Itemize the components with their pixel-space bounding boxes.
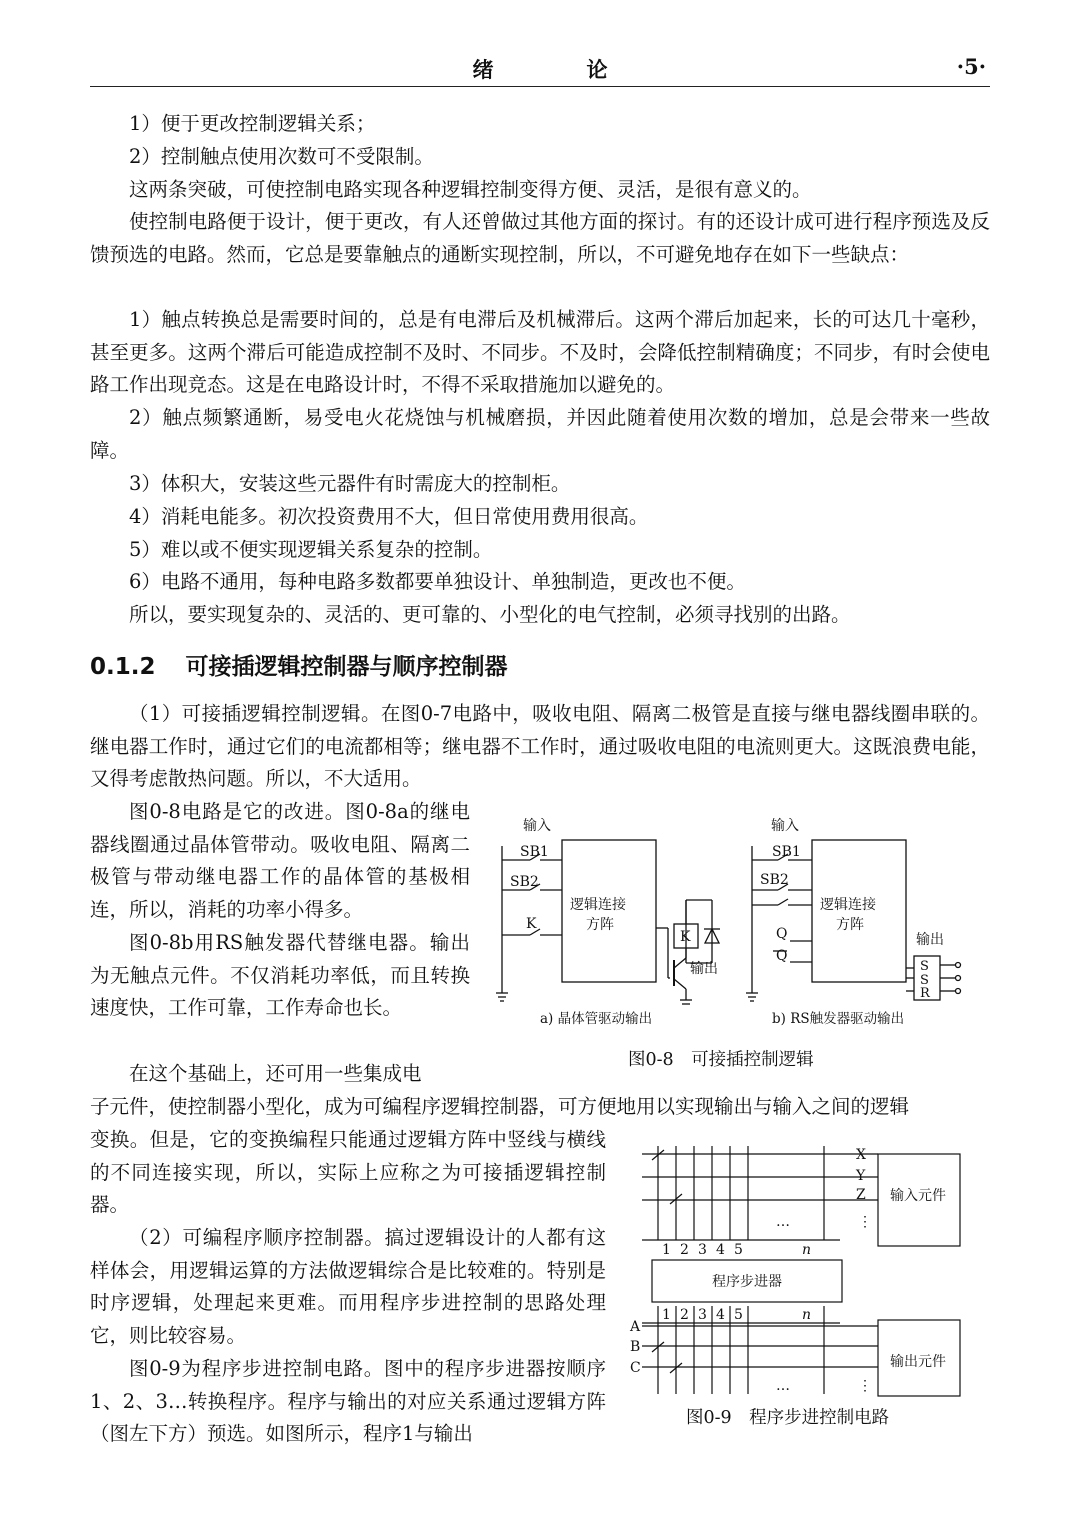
fig09-output-b: B [630, 1339, 641, 1355]
paragraph: 2）控制触点使用次数可不受限制。 [129, 145, 434, 168]
paragraph: 使控制电路便于设计，便于更改，有人还曾做过其他方面的探讨。有的还设计成可进行程序预选及反馈预选的电路。然而，它总是要靠触点的通断实现控制，所以，不可避免地存在如下一些缺点： [90, 210, 990, 266]
running-header [90, 50, 990, 87]
fig09-step: 5 [734, 1242, 743, 1258]
fig09-step: 2 [680, 1307, 689, 1323]
fig09-input-z: Z [856, 1187, 866, 1203]
paragraph: 变换。但是，它的变换编程只能通过逻辑方阵中竖线与横线的不同连接实现，所以，实际上应称之为可接插逻辑控制器。 [90, 1128, 606, 1217]
figure-0-9-caption: 图0-9 程序步进控制电路 [686, 1408, 890, 1428]
paragraph: 图0-8b用RS触发器代替继电器。输出为无触点元件。不仅消耗功率低，而且转换速度快，工作可靠，工作寿命也长。 [90, 931, 470, 1020]
fig08b-s2: S [920, 973, 929, 988]
figure-0-9 [628, 1142, 968, 1402]
fig08b-sublabel: b) RS触发器驱动输出 [772, 1011, 905, 1027]
fig08a-output-label: 输出 [690, 961, 718, 977]
fig08a-relay-label: K [680, 929, 691, 945]
fig09-stepper-label: 程序步进器 [712, 1274, 782, 1290]
fig08b-q: Q [776, 926, 788, 942]
fig09-output-a: A [630, 1319, 641, 1335]
fig09-step: 5 [734, 1307, 743, 1323]
figure-0-9-svg [628, 1142, 968, 1402]
fig08b-qbar: Q [776, 948, 788, 964]
header-title: 绪 论 [472, 57, 644, 82]
paragraph: （1）可接插逻辑控制逻辑。在图0-7电路中，吸收电阻、隔离二极管是直接与继电器线圈串联的。继电器工作时，通过它们的电流都相等；继电器不工作时，通过吸收电阻的电流则更大。这既浪费电能，又得考虑散热问题。所以，不大适用。 [90, 702, 990, 791]
fig09-ellipsis-v: ⋮ [858, 1378, 872, 1394]
paragraph: 3）体积大，安装这些元器件有时需庞大的控制柜。 [129, 472, 571, 495]
section-heading [90, 648, 508, 681]
paragraph: 子元件，使控制器小型化，成为可编程序逻辑控制器，可方便地用以实现输出与输入之间的逻辑 [90, 1095, 910, 1118]
fig08a-matrix-label: 方阵 [586, 917, 614, 933]
fig08b-output-label: 输出 [916, 932, 944, 948]
fig08b-input-label: 输入 [771, 818, 799, 834]
figure-0-8-svg [490, 808, 990, 1033]
fig09-input-y: Y [856, 1168, 866, 1184]
fig08b-s: S [920, 959, 929, 974]
fig09-output-box-label: 输出元件 [890, 1354, 946, 1370]
fig08b-r: R [920, 986, 930, 1001]
section-title: 可接插逻辑控制器与顺序控制器 [185, 654, 508, 680]
fig09-ellipsis-v: ⋮ [858, 1214, 872, 1230]
fig08b-matrix-label: 方阵 [836, 917, 864, 933]
fig08a-sublabel: a) 晶体管驱动输出 [540, 1011, 653, 1027]
paragraph: 2）触点频繁通断，易受电火花烧蚀与机械磨损，并因此随着使用次数的增加，总是会带来一些故障。 [90, 406, 990, 462]
paragraph: 图0-9为程序步进控制电路。图中的程序步进器按顺序1、2、3…转换程序。程序与输出的对应关系通过逻辑方阵（图左下方）预选。如图所示，程序1与输出 [90, 1357, 606, 1446]
fig09-step: 3 [698, 1242, 707, 1258]
fig08b-sb2: SB2 [760, 872, 789, 888]
fig08a-sb1: SB1 [520, 844, 549, 860]
fig08b-sb1: SB1 [772, 844, 801, 860]
page-number: ·5· [956, 54, 986, 79]
fig09-step-n: n [802, 1307, 812, 1323]
fig08b-matrix-label: 逻辑连接 [820, 897, 876, 913]
paragraph: 1）触点转换总是需要时间的，总是有电滞后及机械滞后。这两个滞后加起来，长的可达几十毫秒，甚至更多。这两个滞后可能造成控制不及时、不同步。不及时，会降低控制精确度；不同步，有时会使电路工作出现竞态。这是在电路设计时，不得不采取措施加以避免的。 [90, 308, 990, 397]
fig09-step: 2 [680, 1242, 689, 1258]
fig08a-input-label: 输入 [523, 818, 551, 834]
paragraph: （2）可编程序顺序控制器。搞过逻辑设计的人都有这样体会，用逻辑运算的方法做逻辑综合是比较难的。特别是时序逻辑，处理起来更难。而用程序步进控制的思路处理它，则比较容易。 [90, 1226, 606, 1348]
fig09-ellipsis-h: … [776, 1378, 790, 1394]
paragraph: 6）电路不通用，每种电路多数都要单独设计、单独制造，更改也不便。 [129, 570, 746, 593]
fig09-output-c: C [630, 1360, 641, 1376]
fig09-ellipsis-h: … [776, 1214, 790, 1230]
figure-0-8 [490, 808, 990, 1033]
fig08a-sb2: SB2 [510, 874, 539, 890]
paragraph: 图0-8电路是它的改进。图0-8a的继电器线圈通过晶体管带动。吸收电阻、隔离二极管与带动继电器工作的晶体管的基极相连，所以，消耗的功率小得多。 [90, 800, 470, 922]
paragraph: 这两条突破，可使控制电路实现各种逻辑控制变得方便、灵活，是很有意义的。 [129, 178, 812, 201]
fig09-step: 1 [662, 1242, 671, 1258]
fig09-step: 3 [698, 1307, 707, 1323]
fig08a-k: K [526, 916, 537, 932]
fig09-step: 4 [716, 1307, 725, 1323]
fig08a-matrix-label: 逻辑连接 [570, 897, 626, 913]
paragraph: 5）难以或不便实现逻辑关系复杂的控制。 [129, 538, 493, 561]
figure-0-8-caption: 图0-8 可接插控制逻辑 [628, 1050, 814, 1070]
paragraph: 1）便于更改控制逻辑关系； [129, 112, 376, 135]
fig09-input-box-label: 输入元件 [890, 1188, 946, 1204]
paragraph: 4）消耗电能多。初次投资费用不大，但日常使用费用很高。 [129, 505, 649, 528]
fig09-step-n: n [802, 1242, 812, 1258]
fig09-step: 1 [662, 1307, 671, 1323]
fig09-input-x: X [856, 1147, 866, 1163]
paragraph: 所以，要实现复杂的、灵活的、更可靠的、小型化的电气控制，必须寻找别的出路。 [129, 603, 851, 626]
fig09-step: 4 [716, 1242, 725, 1258]
section-number: 0.1.2 [90, 654, 156, 680]
paragraph: 在这个基础上，还可用一些集成电 [129, 1062, 422, 1085]
